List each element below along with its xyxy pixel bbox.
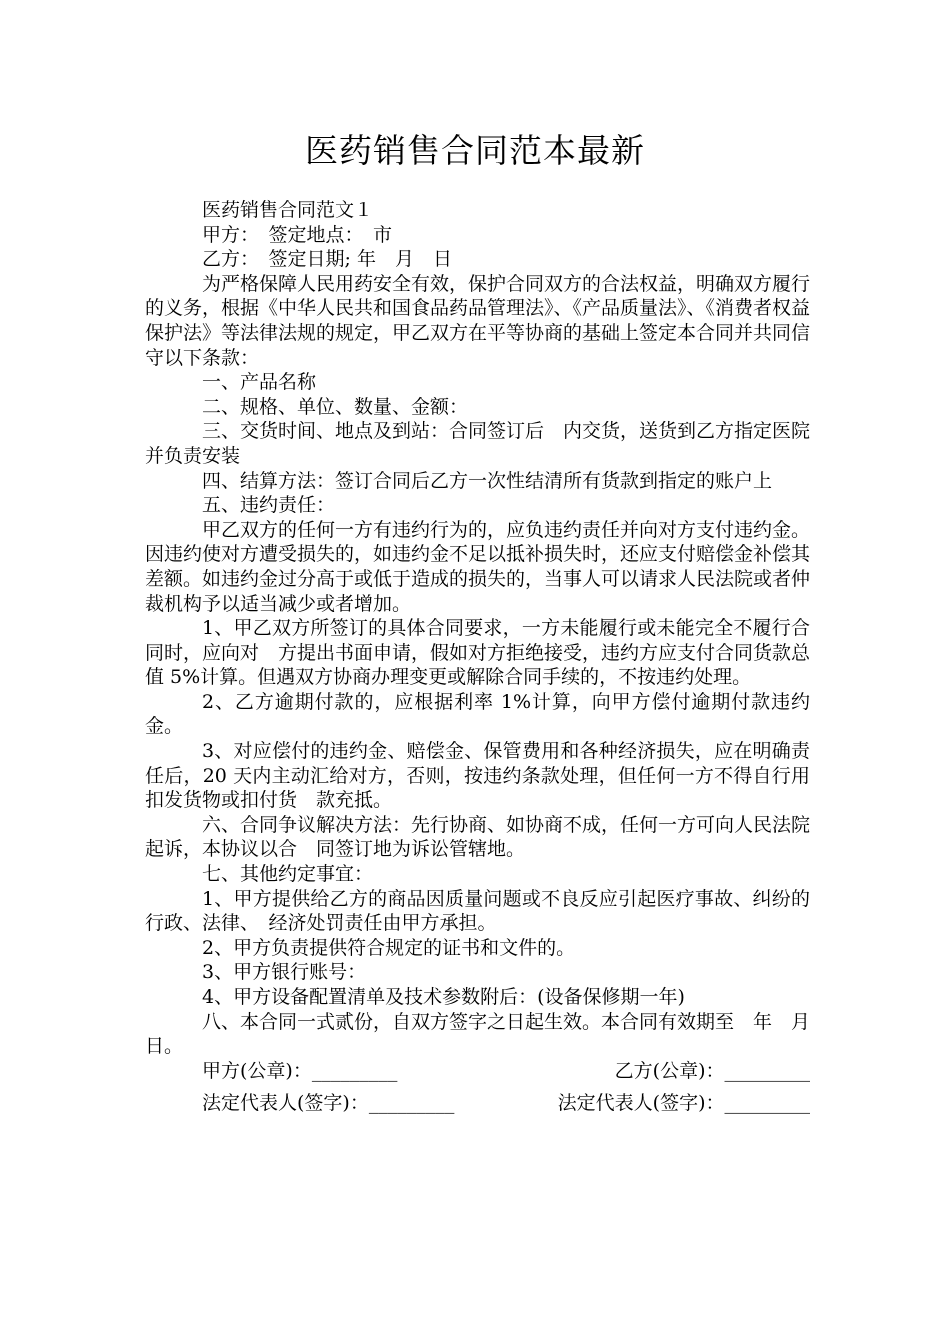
clause-dispute: 六、合同争议解决方法：先行协商、如协商不成，任何一方可向人民法院起诉，本协议以合 同签订地为诉讼管辖地。: [145, 813, 811, 861]
clause-product-name: 一、产品名称: [202, 371, 317, 394]
liability-item-3: 3、对应偿付的违约金、赔偿金、保管费用和各种经济损失，应在明确责任后，20 天内主动汇给对方，否则，按违约条款处理，但任何一方不得自行用扣发货物或扣付货 款充抵。: [145, 740, 810, 812]
preamble-paragraph: 为严格保障人民用药安全有效，保护合同双方的合法权益，明确双方履行的义务，根据《中华人民共和国食品药品管理法》、《产品质量法》、《消费者权益保护法》等法律法规的规定，甲乙双方在平等协商的基础上签定本合同并共同信守以下条款：: [145, 272, 811, 369]
party-a-line: 甲方： 签定地点： 市: [202, 223, 393, 246]
clause-validity: 八、本合同一式贰份，自双方签字之日起生效。本合同有效期至 年 月 日。: [145, 1010, 830, 1058]
clause-other-heading: 七、其他约定事宜：: [202, 863, 374, 886]
party-b-seal: 乙方(公章)：_________: [614, 1059, 810, 1082]
party-a-seal: 甲方(公章)：_________: [202, 1059, 398, 1082]
seal-row: [145, 1059, 810, 1084]
clause-liability-text: 甲乙双方的任何一方有违约行为的，应负违约责任并向对方支付违约金。因违约使对方遭受损失的，如违约金不足以抵补损失时，还应支付赔偿金补偿其差额。如违约金过分高于或低于造成的损失的，当事人可以请求人民法院或者仲裁机构予以适当减少或者增加。: [145, 518, 811, 615]
document-body: [145, 198, 830, 1116]
clause-delivery: 三、交货时间、地点及到站：合同签订后 内交货，送货到乙方指定医院并负责安装: [145, 420, 811, 467]
clause-specification: 二、规格、单位、数量、金额：: [202, 395, 469, 418]
liability-item-2: 2、乙方逾期付款的，应根据利率 1%计算，向甲方偿付逾期付款违约金。: [145, 690, 810, 738]
section-heading: 医药销售合同范文１: [202, 199, 374, 221]
document-title: 医药销售合同范本最新: [305, 131, 645, 170]
clause-settlement: 四、结算方法：签订合同后乙方一次性结清所有货款到指定的账户上: [202, 469, 773, 492]
clause-liability-heading: 五、违约责任：: [202, 494, 336, 517]
other-item-4: 4、甲方设备配置清单及技术参数附后：(设备保修期一年): [202, 986, 685, 1008]
party-a-representative: 法定代表人(签字)：_________: [202, 1092, 455, 1115]
party-b-representative: 法定代表人(签字)：_________: [557, 1092, 810, 1115]
party-b-line: 乙方： 签定日期; 年 月 日: [202, 248, 452, 271]
other-item-1: 1、甲方提供给乙方的商品因质量问题或不良反应引起医疗事故、纠纷的行政、法律、 经济处罚责任由甲方承担。: [145, 887, 810, 935]
other-item-2: 2、甲方负责提供符合规定的证书和文件的。: [202, 936, 576, 959]
liability-item-1: 1、甲乙双方所签订的具体合同要求，一方未能履行或未能完全不履行合同时，应向对 方提出书面申请，假如对方拒绝接受，违约方应支付合同货款总值 5%计算。但遇双方协商办理变更或解除合同手续的，不按违约处理。: [145, 617, 811, 689]
other-item-3: 3、甲方银行账号：: [202, 961, 367, 984]
representative-row: [145, 1091, 810, 1116]
